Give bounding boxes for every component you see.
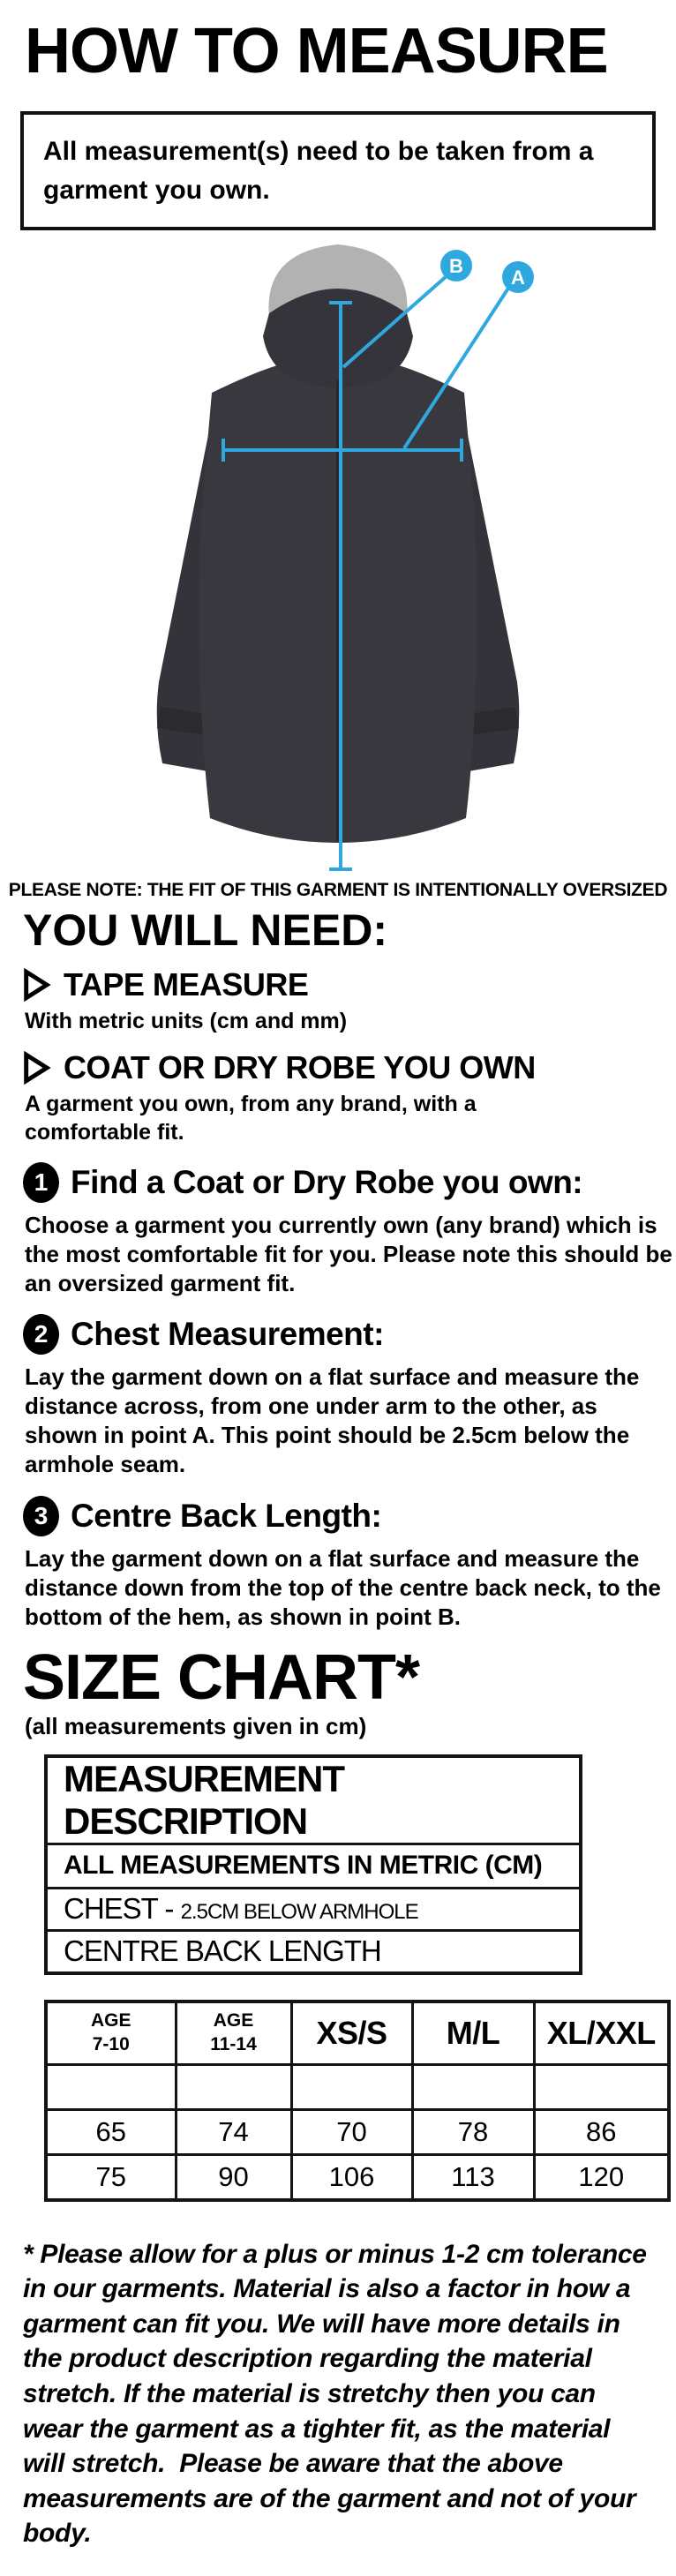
chest-value-cell: 65 xyxy=(46,2109,176,2154)
chest-value-cell: 86 xyxy=(534,2109,669,2154)
step-3-title: Centre Back Length: xyxy=(71,1497,382,1534)
size-columns-header-row xyxy=(46,2001,669,2065)
step-2-number-badge: 2 xyxy=(23,1314,59,1355)
step-2-title: Chest Measurement: xyxy=(71,1316,384,1353)
need-item-tape-measure xyxy=(23,966,676,1035)
spacer-cell xyxy=(176,2064,291,2109)
column-header-age-7-10: AGE 7-10 xyxy=(46,2001,176,2065)
you-will-need-heading: YOU WILL NEED: xyxy=(23,905,387,956)
column-header-m-l: M/L xyxy=(412,2001,534,2065)
need-item-desc: With metric units (cm and mm) xyxy=(25,1009,348,1034)
column-header-xs-s: XS/S xyxy=(291,2001,412,2065)
spacer-cell xyxy=(291,2064,412,2109)
need-item-title: TAPE MEASURE xyxy=(64,966,309,1003)
need-item-desc: A garment you own, from any brand, with a comfortable fit. xyxy=(25,1092,477,1145)
need-item-title: COAT OR DRY ROBE YOU OWN xyxy=(64,1049,536,1086)
size-chart-table xyxy=(44,2000,671,2202)
step-3-number-badge: 3 xyxy=(23,1496,59,1536)
oversized-fit-note: PLEASE NOTE: THE FIT OF THIS GARMENT IS INTENTIONALLY OVERSIZED xyxy=(8,880,668,901)
back-length-value-cell: 113 xyxy=(412,2154,534,2200)
spacer-cell xyxy=(412,2064,534,2109)
chest-value-cell: 74 xyxy=(176,2109,291,2154)
need-item-coat xyxy=(23,1049,676,1146)
spacer-cell xyxy=(46,2064,176,2109)
centre-back-length-cell: CENTRE BACK LENGTH xyxy=(46,1930,581,1973)
step-1-body: Choose a garment you currently own (any brand) which is the most comfortable fit for you. Please note this should be an oversized garment fit. xyxy=(25,1212,672,1297)
notice-box xyxy=(20,111,656,230)
chest-description-cell xyxy=(46,1888,581,1930)
back-length-value-cell: 120 xyxy=(534,2154,669,2200)
step-3-body: Lay the garment down on a flat surface and measure the distance down from the top of the centre back neck, to the bottom of the hem, as shown in point B. xyxy=(25,1544,661,1630)
triangle-bullet-icon xyxy=(23,968,51,1002)
point-a-label: A xyxy=(511,267,525,289)
triangle-bullet-icon xyxy=(23,1051,51,1085)
chest-label: CHEST - xyxy=(64,1892,174,1926)
notice-text: All measurement(s) need to be taken from a garment you own. xyxy=(43,137,594,205)
table-row xyxy=(46,1888,581,1930)
page-title: HOW TO MEASURE xyxy=(25,16,608,86)
step-1-number-badge: 1 xyxy=(23,1162,59,1203)
back-length-value-cell: 106 xyxy=(291,2154,412,2200)
spacer-cell xyxy=(534,2064,669,2109)
step-2-body: Lay the garment down on a flat surface and measure the distance across, from one under arm to the other, as shown in point A. This point should be 2.5cm below the armhole seam. xyxy=(25,1363,640,1478)
back-length-values-row xyxy=(46,2154,669,2200)
point-b-label: B xyxy=(449,255,463,278)
column-header-xl-xxl: XL/XXL xyxy=(534,2001,669,2065)
table-row xyxy=(46,1930,581,1973)
measurement-description-header-cell: MEASUREMENT DESCRIPTION xyxy=(46,1756,581,1844)
step-1-title: Find a Coat or Dry Robe you own: xyxy=(71,1164,583,1201)
column-header-age-11-14: AGE 11-14 xyxy=(176,2001,291,2065)
garment-diagram xyxy=(0,232,676,876)
back-length-value-cell: 90 xyxy=(176,2154,291,2200)
size-chart-subheading: (all measurements given in cm) xyxy=(25,1712,367,1739)
size-chart-heading: SIZE CHART* xyxy=(23,1641,420,1713)
step-1 xyxy=(23,1162,676,1298)
chest-values-row xyxy=(46,2109,669,2154)
chest-detail: 2.5CM BELOW ARMHOLE xyxy=(180,1900,418,1925)
tolerance-footnote: * Please allow for a plus or minus 1-2 cm tolerance in our garments. Material is also a factor in how a garment can fit you. We will have more details in the product description regarding the material stretch. If the material is stretchy then you can wear the garment as a tighter fit, as the material will stretch. Please be aware that the above measurements are of the garment and not of your body. xyxy=(23,2239,654,2549)
step-3 xyxy=(23,1496,676,1632)
back-length-value-cell: 75 xyxy=(46,2154,176,2200)
chest-value-cell: 70 xyxy=(291,2109,412,2154)
table-row xyxy=(46,1756,581,1844)
spacer-row xyxy=(46,2064,669,2109)
metric-units-cell: ALL MEASUREMENTS IN METRIC (CM) xyxy=(46,1844,581,1888)
table-row xyxy=(46,1844,581,1888)
measurement-description-table xyxy=(44,1754,582,1975)
step-2 xyxy=(23,1314,676,1479)
garment-diagram-svg xyxy=(0,232,676,876)
chest-value-cell: 78 xyxy=(412,2109,534,2154)
